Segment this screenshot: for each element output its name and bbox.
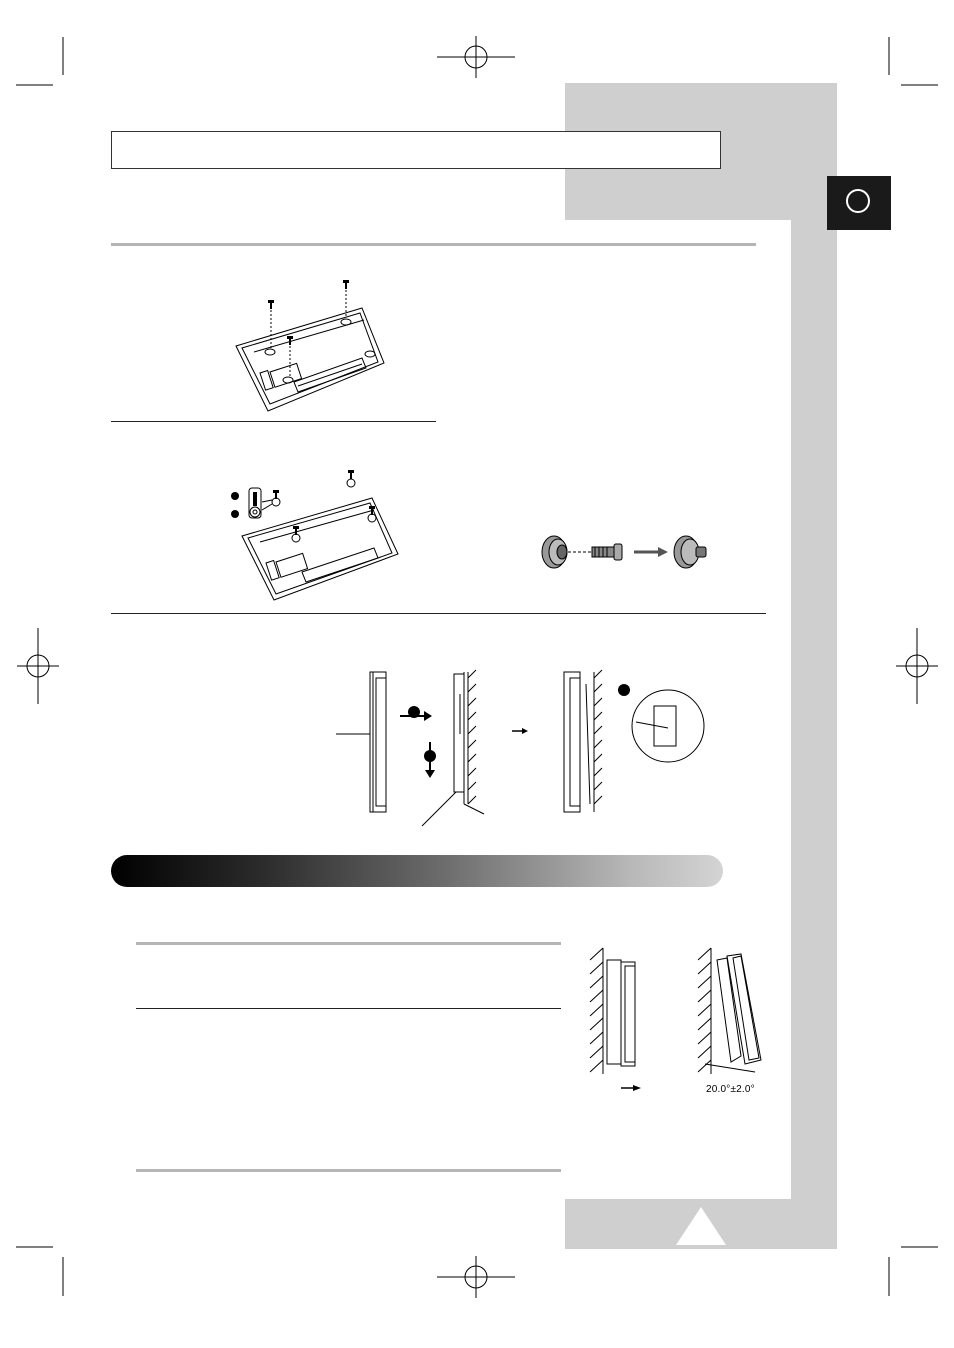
registration-mark-bottom [437, 1253, 517, 1303]
page-title-box [111, 131, 721, 169]
wall-mount-sequence-illustration [336, 664, 736, 834]
section-rule-1 [111, 243, 756, 246]
number-1-badge-icon [408, 706, 420, 718]
sidebar-gray-column [791, 83, 837, 1249]
washer-bolt-assembly-illustration [536, 530, 716, 580]
section-rule-3 [111, 613, 766, 614]
tilt-angle-label: 20.0°±2.0° [706, 1084, 755, 1095]
number-1-badge-icon [231, 492, 239, 500]
tv-back-bolts-illustration [226, 466, 426, 606]
subsection-rule-3 [136, 1169, 561, 1172]
number-3-badge-icon [618, 684, 630, 696]
language-tab [827, 176, 891, 230]
page-marker-triangle [676, 1207, 726, 1245]
registration-mark-left [14, 626, 64, 706]
number-2-badge-icon [424, 750, 436, 762]
registration-mark-top [437, 33, 517, 83]
section-header-bar [111, 855, 723, 887]
subsection-rule-1 [136, 942, 561, 945]
number-2-badge-icon [231, 510, 239, 518]
tv-back-screws-illustration [234, 278, 394, 413]
tilt-angle-illustration [585, 948, 775, 1068]
registration-mark-right [893, 626, 943, 706]
circle-icon [846, 189, 870, 213]
subsection-rule-2 [136, 1008, 561, 1009]
section-rule-2 [111, 421, 436, 422]
